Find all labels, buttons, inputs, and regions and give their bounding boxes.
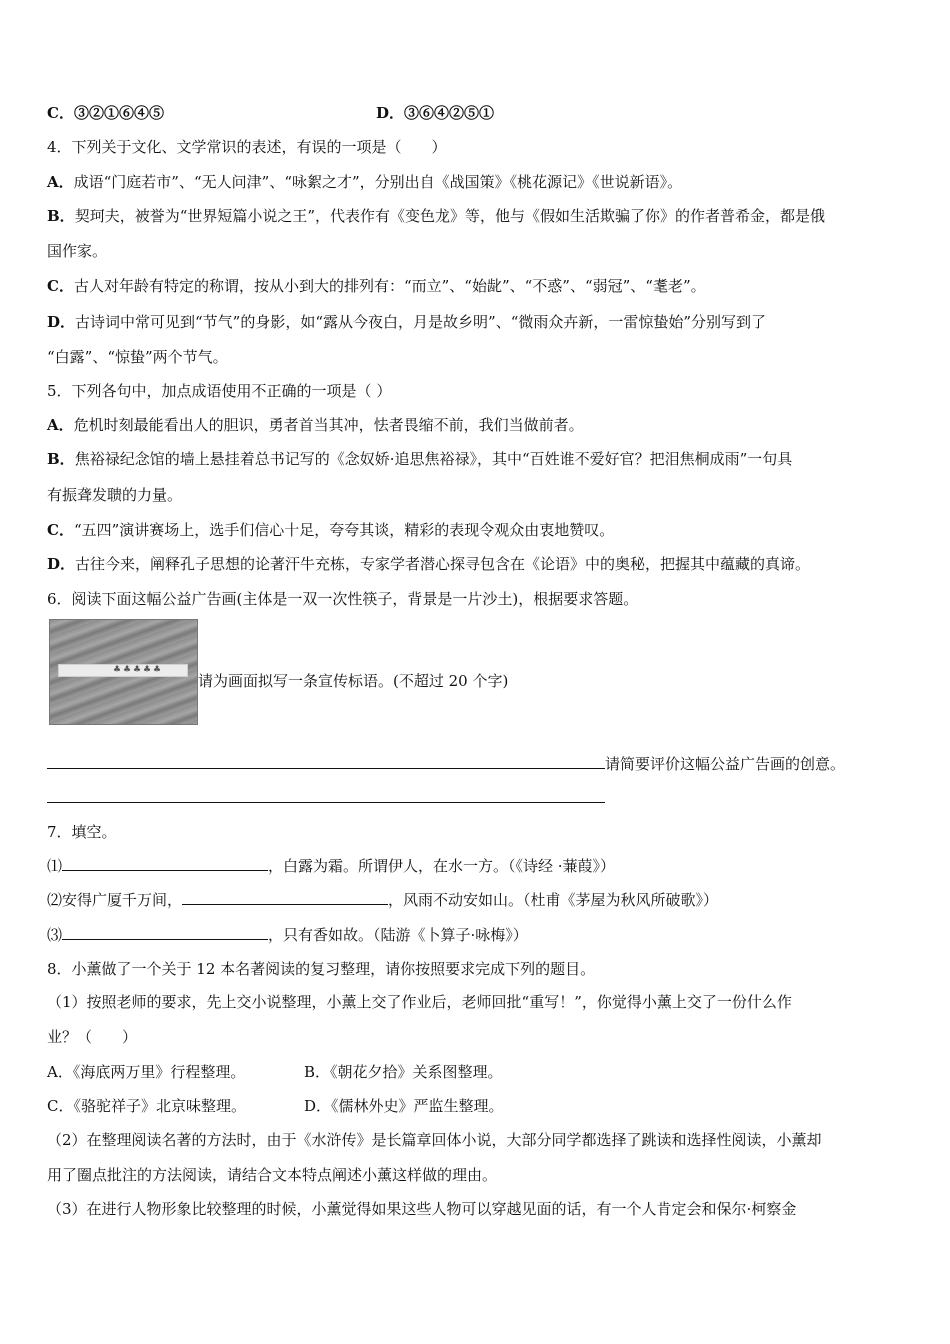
- fill-blank[interactable]: [182, 890, 388, 905]
- q8-option-a: A．《海底两万里》行程整理。: [47, 1063, 246, 1081]
- chopsticks-icon: ♣ ♣ ♣ ♣ ♣: [58, 664, 188, 677]
- q8-part2-line1: （2）在整理阅读名著的方法时，由于《水浒传》是长篇章回体小说，大部分同学都选择了跳读和选择性阅读，小薰却: [47, 1131, 822, 1149]
- answer-blank[interactable]: [47, 754, 605, 769]
- q6-answer-line-2: [47, 788, 605, 808]
- q4-option-b: B．契珂夫，被誉为“世界短篇小说之王”，代表作有《变色龙》等，他与《假如生活欺骗了你》的作者普希金，都是俄: [47, 207, 826, 225]
- q4-option-d: D．古诗词中常可见到“节气”的身影，如“露从今夜白，月是故乡明”、“微雨众卉新，一雷惊蛰始”分别写到了: [47, 313, 767, 331]
- q5-stem: 5．下列各句中，加点成语使用不正确的一项是（ ）: [47, 382, 392, 400]
- q8-option-c: C．《骆驼祥子》北京味整理。: [47, 1097, 246, 1115]
- q8-part1-line2: 业？（ ）: [47, 1028, 138, 1046]
- q8-option-b: B．《朝花夕拾》关系图整理。: [304, 1063, 503, 1081]
- answer-blank[interactable]: [47, 788, 605, 803]
- q6-stem: 6．阅读下面这幅公益广告画(主体是一双一次性筷子，背景是一片沙土)，根据要求答题。: [47, 590, 639, 608]
- q8-part2-line2: 用了圈点批注的方法阅读，请结合文本特点阐述小薰这样做的理由。: [47, 1166, 498, 1184]
- q7-item-2: ⑵安得广厦千万间， ，风雨不动安如山。（杜甫《茅屋为秋风所破歌》）: [47, 891, 719, 909]
- q5-option-d: D．古往今来，阐释孔子思想的论著汗牛充栋，专家学者潜心探寻包含在《论语》中的奥秘，把握其中蕴藏的真谛。: [47, 555, 811, 573]
- q7-item-3: ⑶ ，只有香如故。（陆游《卜算子·咏梅》）: [47, 926, 528, 944]
- q4-option-a: A．成语“门庭若市”、“无人问津”、“咏絮之才”，分别出自《战国策》《桃花源记》《世说新语》。: [47, 173, 683, 191]
- chopsticks-sand-ad-image: [49, 619, 198, 725]
- q4-option-b-cont: 国作家。: [47, 242, 108, 260]
- q7-item-1: ⑴ ，白露为霜。所谓伊人，在水一方。（《诗经 ·蒹葭》）: [47, 857, 616, 875]
- q6-answer-line-1: 请简要评价这幅公益广告画的创意。: [47, 754, 845, 774]
- q8-part1-line1: （1）按照老师的要求，先上交小说整理，小薰上交了作业后，老师回批“重写！”，你觉得小薰上交了一份什么作: [47, 993, 792, 1011]
- q4-option-d-cont: “白露”、“惊蛰”两个节气。: [47, 348, 228, 366]
- q7-stem: 7．填空。: [47, 823, 117, 841]
- q8-option-d: D．《儒林外史》严监生整理。: [304, 1097, 504, 1115]
- q8-part3-line1: （3）在进行人物形象比较整理的时候，小薰觉得如果这些人物可以穿越见面的话，有一个人肯定会和保尔·柯察金: [47, 1200, 797, 1218]
- fill-blank[interactable]: [62, 925, 268, 940]
- q8-stem: 8．小薰做了一个关于 12 本名著阅读的复习整理，请你按照要求完成下列的题目。: [47, 960, 596, 978]
- q5-option-a: A．危机时刻最能看出人的胆识，勇者首当其冲，怯者畏缩不前，我们当做前者。: [47, 416, 584, 434]
- q5-option-c: C．“五四”演讲赛场上，选手们信心十足，夸夸其谈，精彩的表现令观众由衷地赞叹。: [47, 521, 615, 539]
- q5-option-b: B．焦裕禄纪念馆的墙上悬挂着总书记写的《念奴娇·追思焦裕禄》，其中“百姓谁不爱好官？把泪焦桐成雨”一句具: [47, 450, 793, 468]
- q5-option-b-cont: 有振聋发聩的力量。: [47, 486, 183, 504]
- q3-option-d: D．③⑥④②⑤①: [376, 104, 495, 122]
- q6-slogan-prompt: 请为画面拟写一条宣传标语。(不超过 20 个字): [198, 672, 509, 690]
- q3-option-c: C．③②①⑥④⑤: [47, 104, 164, 122]
- q4-option-c: C．古人对年龄有特定的称谓，按从小到大的排列有：“而立”、“始龀”、“不惑”、“弱冠”、“耄老”。: [47, 277, 706, 295]
- fill-blank[interactable]: [62, 856, 268, 871]
- q4-stem: 4．下列关于文化、文学常识的表述，有误的一项是（ ）: [47, 138, 447, 156]
